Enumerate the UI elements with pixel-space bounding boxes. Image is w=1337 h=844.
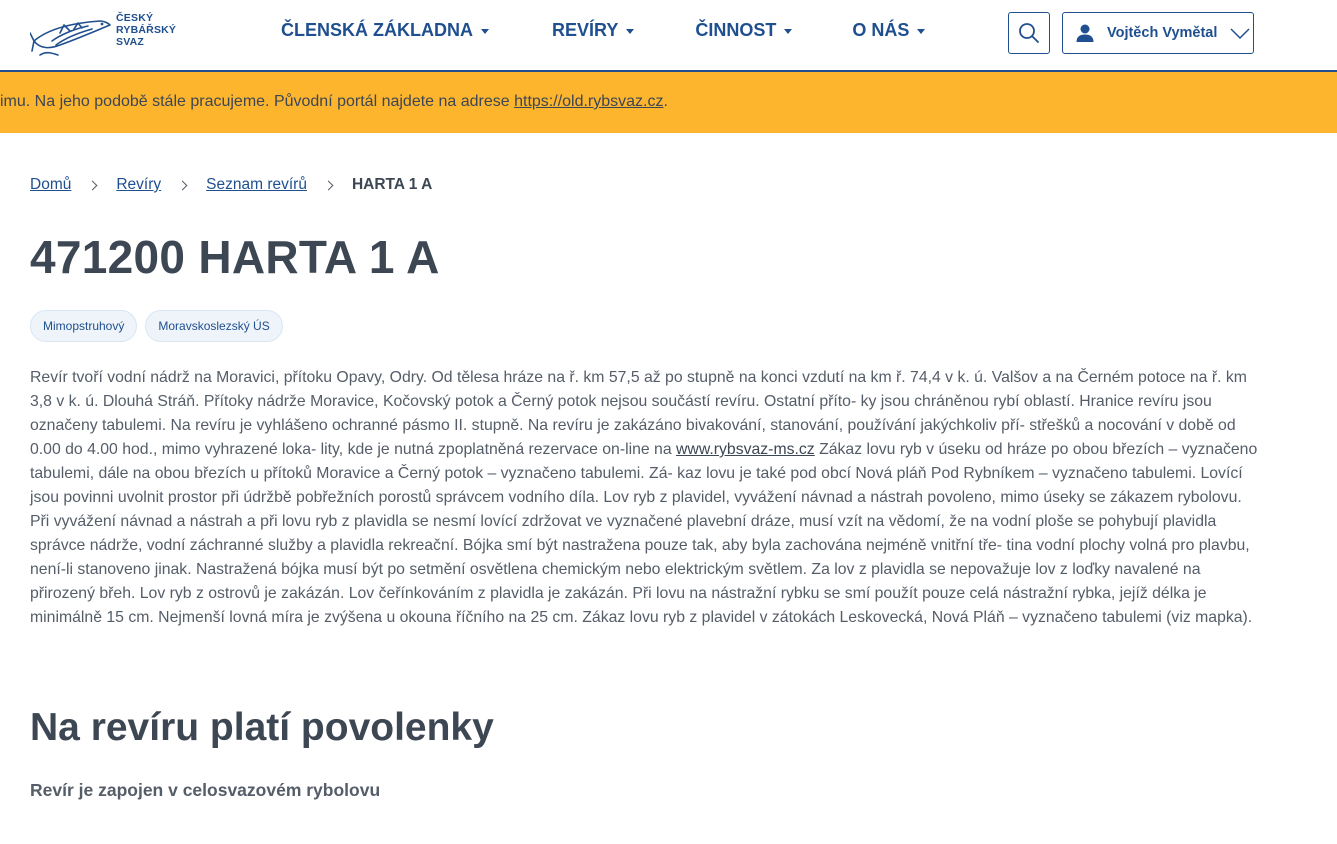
logo-line: RYBÁŘSKÝ	[116, 24, 177, 36]
section-subtitle: Revír je zapojen v celosvazovém rybolovu	[30, 780, 381, 800]
section-title-povolenky: Na revíru platí povolenky	[30, 706, 494, 749]
notice-text	[0, 93, 668, 111]
logo[interactable]	[30, 10, 190, 58]
nav-item-label: REVÍRY	[552, 20, 619, 40]
description-text: Zákaz lovu ryb v úseku od hráze po obou březích – vyznačeno tabulemi, dále na obou březích u přítoků Moravice a Černý potok – vyznačeno tabulemi. Zá- kaz lovu je také pod obcí Nová pláň Pod Rybníkem – vyznačeno tabulemi. Lovící jsou povinni uvolnit prostor při údržbě pobřežních porostů správcem vodního díla. Lov ryb z plavidel, vyvážení návnad a nástrah povoleno, mimo úseky se zákazem rybolovu. Při vyvážení návnad a nástrah a při lovu ryb z plavidla se nesmí lovící zdržovat ve vyznačené plavební dráze, musí vzít na vědomí, že na vodní ploše se pohybují plavidla správce nádrže, vodní záchranné služby a plavidla rekreační. Bójka smí být nastražena pouze tak, aby byla zachována nejméně vnitřní tře- tina vodní plochy volná pro plavbu, není-li stanoveno jinak. Nastražená bójka musí být po setmění osvětlena chemickým nebo elektrickým světlem. Za lov z plavidla se nepovažuje lov z loďky navalené na přirozený břeh. Lov ryb z ostrovů je zakázán. Lov čeřínkováním z plavidla je zakázán. Při lovu na nástražní rybku se smí použít pouze celá nástražní rybka, jejíž délka je minimálně 15 cm. Nejmenší lovná míra je zvýšena u okouna říčního na 25 cm. Zákaz lovu ryb z plavidel v zátokách Leskovecká, Nová Pláň – vyznačeno tabulemi (viz mapka).	[30, 441, 1258, 626]
nav-item-label: ČINNOST	[695, 20, 777, 40]
logo-line: SVAZ	[116, 36, 145, 48]
nav-item-label: ČLENSKÁ ZÁKLADNA	[281, 20, 473, 40]
user-name: Vojtěch Vymětal	[1107, 25, 1218, 41]
main-nav	[281, 20, 985, 41]
notice-text-before: imu. Na jeho podobě stále pracujeme. Původní portál najdete na adrese	[0, 93, 515, 110]
logo-line: ČESKÝ	[116, 12, 154, 24]
old-portal-link[interactable]: https://old.rybsvaz.cz	[514, 93, 664, 110]
user-menu-button[interactable]	[1062, 12, 1254, 54]
revir-description	[30, 366, 1260, 630]
fish-logo-icon	[30, 11, 112, 57]
chevron-right-icon	[178, 180, 188, 190]
caret-down-icon	[481, 29, 489, 34]
page-title: 471200 HARTA 1 A	[30, 231, 440, 283]
breadcrumb-current: HARTA 1 A	[351, 176, 433, 193]
breadcrumb-reviry[interactable]: Revíry	[116, 176, 162, 193]
breadcrumb-seznam-reviru[interactable]: Seznam revírů	[206, 176, 307, 193]
breadcrumb-home[interactable]: Domů	[30, 176, 72, 193]
notice-text-after: .	[663, 93, 668, 110]
chevron-right-icon	[324, 180, 334, 190]
tag-mimopstruhovy[interactable]: Mimopstruhový	[30, 310, 137, 342]
tag-list	[30, 310, 291, 342]
search-button[interactable]	[1008, 12, 1050, 54]
nav-item-label: O NÁS	[852, 20, 910, 40]
notice-banner	[0, 72, 1337, 133]
nav-item-reviry[interactable]	[552, 20, 634, 41]
chevron-down-icon	[1229, 26, 1251, 40]
tag-moravskoslezsky-us[interactable]: Moravskoslezský ÚS	[145, 310, 282, 342]
nav-item-o-nas[interactable]	[852, 20, 925, 41]
rezervace-link[interactable]: www.rybsvaz-ms.cz	[676, 441, 815, 458]
chevron-right-icon	[88, 180, 98, 190]
caret-down-icon	[626, 29, 634, 34]
nav-item-clenska-zakladna[interactable]	[281, 20, 489, 41]
site-header	[0, 0, 1337, 72]
caret-down-icon	[784, 29, 792, 34]
nav-item-cinnost[interactable]	[695, 20, 792, 41]
search-icon	[1018, 22, 1040, 44]
logo-text	[116, 12, 176, 48]
breadcrumb	[30, 176, 432, 194]
description-text: Revír tvoří vodní nádrž na Moravici, přítoku Opavy, Odry. Od tělesa hráze na ř. km 57,5 až po stupně na konci vzdutí na km ř. 74,4 v k. ú. Valšov a na Černém potoce na ř. km 3,8 v k. ú. Dlouhá Stráň. Přítoky nádrže Moravice, Kočovský potok a Černý potok nejsou součástí revíru. Ostatní příto- ky jsou chráněnou rybí oblastí. Hranice revíru jsou označeny tabulemi. Na revíru je vyhlášeno ochranné pásmo II. stupně. Na revíru je zakázáno bivakování, stanování, používání jakýchkoliv pří- střešků a nocování v době od 0.00 do 4.00 hod., mimo vyhrazené loka- lity, kde je nutná zpoplatněná rezervace on-line na	[30, 369, 1247, 458]
caret-down-icon	[917, 29, 925, 34]
user-icon	[1075, 23, 1095, 43]
